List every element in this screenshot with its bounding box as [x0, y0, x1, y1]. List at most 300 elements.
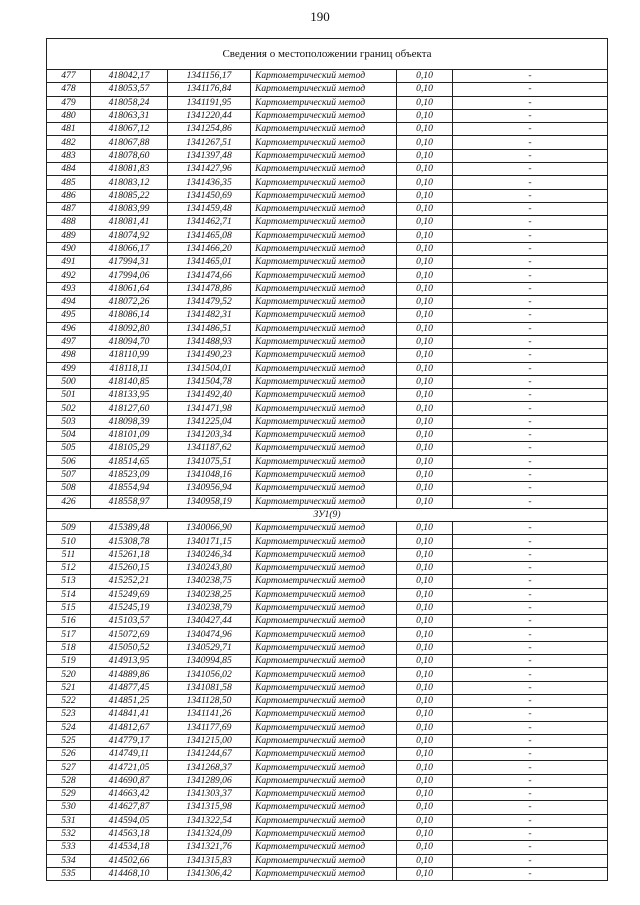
description-cell: -: [453, 149, 608, 162]
method-cell: Картометрический метод: [251, 269, 397, 282]
y-coordinate-cell: 1341436,35: [168, 176, 251, 189]
x-coordinate-cell: 414841,41: [91, 708, 168, 721]
method-cell: Картометрический метод: [251, 522, 397, 535]
table-row: [47, 202, 608, 215]
section-row: [47, 508, 608, 521]
description-cell: -: [453, 429, 608, 442]
description-cell: -: [453, 854, 608, 867]
table-row: [47, 721, 608, 734]
x-coordinate-cell: 418081,83: [91, 163, 168, 176]
y-coordinate-cell: 1340066,90: [168, 522, 251, 535]
method-cell: Картометрический метод: [251, 708, 397, 721]
point-number-cell: 488: [47, 216, 91, 229]
accuracy-cell: 0,10: [397, 322, 453, 335]
y-coordinate-cell: 1341471,98: [168, 402, 251, 415]
accuracy-cell: 0,10: [397, 761, 453, 774]
description-cell: -: [453, 322, 608, 335]
accuracy-cell: 0,10: [397, 96, 453, 109]
x-coordinate-cell: 418074,92: [91, 229, 168, 242]
y-coordinate-cell: 1341225,04: [168, 415, 251, 428]
description-cell: -: [453, 189, 608, 202]
method-cell: Картометрический метод: [251, 668, 397, 681]
table-row: [47, 522, 608, 535]
table-row: [47, 163, 608, 176]
method-cell: Картометрический метод: [251, 309, 397, 322]
point-number-cell: 527: [47, 761, 91, 774]
accuracy-cell: 0,10: [397, 655, 453, 668]
table-row: [47, 296, 608, 309]
accuracy-cell: 0,10: [397, 641, 453, 654]
accuracy-cell: 0,10: [397, 561, 453, 574]
x-coordinate-cell: 417994,06: [91, 269, 168, 282]
x-coordinate-cell: 414812,67: [91, 721, 168, 734]
method-cell: Картометрический метод: [251, 854, 397, 867]
description-cell: -: [453, 415, 608, 428]
description-cell: -: [453, 216, 608, 229]
description-cell: -: [453, 601, 608, 614]
description-cell: -: [453, 468, 608, 481]
method-cell: Картометрический метод: [251, 429, 397, 442]
x-coordinate-cell: 414749,11: [91, 748, 168, 761]
table-title-row: [47, 39, 608, 70]
table-row: [47, 429, 608, 442]
y-coordinate-cell: 1341156,17: [168, 70, 251, 83]
point-number-cell: 533: [47, 841, 91, 854]
table-row: [47, 83, 608, 96]
table-row: [47, 814, 608, 827]
method-cell: Картометрический метод: [251, 335, 397, 348]
x-coordinate-cell: 418523,09: [91, 468, 168, 481]
y-coordinate-cell: 1341490,23: [168, 349, 251, 362]
y-coordinate-cell: 1341466,20: [168, 242, 251, 255]
y-coordinate-cell: 1341306,42: [168, 867, 251, 880]
method-cell: Картометрический метод: [251, 375, 397, 388]
x-coordinate-cell: 418094,70: [91, 335, 168, 348]
accuracy-cell: 0,10: [397, 149, 453, 162]
accuracy-cell: 0,10: [397, 841, 453, 854]
table-row: [47, 442, 608, 455]
y-coordinate-cell: 1341482,31: [168, 309, 251, 322]
y-coordinate-cell: 1341465,08: [168, 229, 251, 242]
y-coordinate-cell: 1341187,62: [168, 442, 251, 455]
accuracy-cell: 0,10: [397, 774, 453, 787]
method-cell: Картометрический метод: [251, 761, 397, 774]
method-cell: Картометрический метод: [251, 681, 397, 694]
point-number-cell: 491: [47, 256, 91, 269]
accuracy-cell: 0,10: [397, 734, 453, 747]
y-coordinate-cell: 1341474,66: [168, 269, 251, 282]
y-coordinate-cell: 1341056,02: [168, 668, 251, 681]
x-coordinate-cell: 414877,45: [91, 681, 168, 694]
description-cell: -: [453, 269, 608, 282]
table-row: [47, 734, 608, 747]
x-coordinate-cell: 418066,17: [91, 242, 168, 255]
description-cell: -: [453, 694, 608, 707]
y-coordinate-cell: 1341303,37: [168, 788, 251, 801]
description-cell: -: [453, 655, 608, 668]
method-cell: Картометрический метод: [251, 123, 397, 136]
table-row: [47, 827, 608, 840]
table-row: [47, 801, 608, 814]
point-number-cell: 513: [47, 575, 91, 588]
accuracy-cell: 0,10: [397, 109, 453, 122]
description-cell: -: [453, 814, 608, 827]
description-cell: -: [453, 841, 608, 854]
x-coordinate-cell: 414663,42: [91, 788, 168, 801]
point-number-cell: 517: [47, 628, 91, 641]
y-coordinate-cell: 1340238,79: [168, 601, 251, 614]
method-cell: Картометрический метод: [251, 841, 397, 854]
description-cell: -: [453, 362, 608, 375]
x-coordinate-cell: 418042,17: [91, 70, 168, 83]
x-coordinate-cell: 418092,80: [91, 322, 168, 335]
method-cell: Картометрический метод: [251, 362, 397, 375]
x-coordinate-cell: 414690,87: [91, 774, 168, 787]
point-number-cell: 484: [47, 163, 91, 176]
y-coordinate-cell: 1341141,26: [168, 708, 251, 721]
x-coordinate-cell: 418140,85: [91, 375, 168, 388]
table-row: [47, 109, 608, 122]
table-row: [47, 575, 608, 588]
table-row: [47, 176, 608, 189]
table-row: [47, 668, 608, 681]
y-coordinate-cell: 1341289,06: [168, 774, 251, 787]
y-coordinate-cell: 1341220,44: [168, 109, 251, 122]
table-row: [47, 655, 608, 668]
y-coordinate-cell: 1341321,76: [168, 841, 251, 854]
description-cell: -: [453, 721, 608, 734]
point-number-cell: 515: [47, 601, 91, 614]
table-row: [47, 788, 608, 801]
point-number-cell: 477: [47, 70, 91, 83]
point-number-cell: 426: [47, 495, 91, 508]
description-cell: -: [453, 628, 608, 641]
accuracy-cell: 0,10: [397, 335, 453, 348]
description-cell: -: [453, 109, 608, 122]
accuracy-cell: 0,10: [397, 216, 453, 229]
accuracy-cell: 0,10: [397, 482, 453, 495]
x-coordinate-cell: 418085,22: [91, 189, 168, 202]
y-coordinate-cell: 1340238,25: [168, 588, 251, 601]
table-row: [47, 495, 608, 508]
table-row: [47, 708, 608, 721]
method-cell: Картометрический метод: [251, 641, 397, 654]
y-coordinate-cell: 1340474,96: [168, 628, 251, 641]
x-coordinate-cell: 415261,18: [91, 548, 168, 561]
y-coordinate-cell: 1341465,01: [168, 256, 251, 269]
point-number-cell: 524: [47, 721, 91, 734]
method-cell: Картометрический метод: [251, 229, 397, 242]
y-coordinate-cell: 1341254,86: [168, 123, 251, 136]
y-coordinate-cell: 1340956,94: [168, 482, 251, 495]
table-title: Сведения о местоположении границ объекта: [47, 39, 608, 70]
accuracy-cell: 0,10: [397, 389, 453, 402]
method-cell: Картометрический метод: [251, 814, 397, 827]
method-cell: Картометрический метод: [251, 827, 397, 840]
y-coordinate-cell: 1340427,44: [168, 615, 251, 628]
point-number-cell: 503: [47, 415, 91, 428]
x-coordinate-cell: 418514,65: [91, 455, 168, 468]
x-coordinate-cell: 417994,31: [91, 256, 168, 269]
point-number-cell: 499: [47, 362, 91, 375]
point-number-cell: 505: [47, 442, 91, 455]
table-row: [47, 216, 608, 229]
table-row: [47, 149, 608, 162]
accuracy-cell: 0,10: [397, 668, 453, 681]
description-cell: -: [453, 123, 608, 136]
method-cell: Картометрический метод: [251, 455, 397, 468]
y-coordinate-cell: 1341244,67: [168, 748, 251, 761]
point-number-cell: 531: [47, 814, 91, 827]
method-cell: Картометрический метод: [251, 495, 397, 508]
description-cell: -: [453, 535, 608, 548]
x-coordinate-cell: 415050,52: [91, 641, 168, 654]
x-coordinate-cell: 418083,12: [91, 176, 168, 189]
accuracy-cell: 0,10: [397, 748, 453, 761]
x-coordinate-cell: 414851,25: [91, 694, 168, 707]
table-row: [47, 561, 608, 574]
table-row: [47, 748, 608, 761]
x-coordinate-cell: 418133,95: [91, 389, 168, 402]
description-cell: -: [453, 482, 608, 495]
point-number-cell: 485: [47, 176, 91, 189]
accuracy-cell: 0,10: [397, 601, 453, 614]
point-number-cell: 495: [47, 309, 91, 322]
description-cell: -: [453, 788, 608, 801]
table-row: [47, 389, 608, 402]
accuracy-cell: 0,10: [397, 362, 453, 375]
x-coordinate-cell: 418086,14: [91, 309, 168, 322]
description-cell: -: [453, 495, 608, 508]
method-cell: Картометрический метод: [251, 748, 397, 761]
description-cell: -: [453, 389, 608, 402]
point-number-cell: 523: [47, 708, 91, 721]
y-coordinate-cell: 1341081,58: [168, 681, 251, 694]
accuracy-cell: 0,10: [397, 495, 453, 508]
method-cell: Картометрический метод: [251, 442, 397, 455]
point-number-cell: 512: [47, 561, 91, 574]
table-row: [47, 468, 608, 481]
method-cell: Картометрический метод: [251, 535, 397, 548]
x-coordinate-cell: 414779,17: [91, 734, 168, 747]
table-row: [47, 309, 608, 322]
description-cell: -: [453, 681, 608, 694]
x-coordinate-cell: 414627,87: [91, 801, 168, 814]
accuracy-cell: 0,10: [397, 588, 453, 601]
x-coordinate-cell: 415249,69: [91, 588, 168, 601]
method-cell: Картометрический метод: [251, 867, 397, 880]
x-coordinate-cell: 418058,24: [91, 96, 168, 109]
method-cell: Картометрический метод: [251, 189, 397, 202]
y-coordinate-cell: 1341322,54: [168, 814, 251, 827]
method-cell: Картометрический метод: [251, 282, 397, 295]
y-coordinate-cell: 1341128,50: [168, 694, 251, 707]
description-cell: -: [453, 176, 608, 189]
point-number-cell: 489: [47, 229, 91, 242]
point-number-cell: 511: [47, 548, 91, 561]
accuracy-cell: 0,10: [397, 189, 453, 202]
point-number-cell: 481: [47, 123, 91, 136]
method-cell: Картометрический метод: [251, 349, 397, 362]
description-cell: -: [453, 202, 608, 215]
table-row: [47, 455, 608, 468]
y-coordinate-cell: 1341315,98: [168, 801, 251, 814]
y-coordinate-cell: 1341478,86: [168, 282, 251, 295]
method-cell: Картометрический метод: [251, 242, 397, 255]
table-row: [47, 189, 608, 202]
description-cell: -: [453, 575, 608, 588]
point-number-cell: 496: [47, 322, 91, 335]
method-cell: Картометрический метод: [251, 216, 397, 229]
point-number-cell: 534: [47, 854, 91, 867]
method-cell: Картометрический метод: [251, 721, 397, 734]
y-coordinate-cell: 1341459,48: [168, 202, 251, 215]
description-cell: -: [453, 335, 608, 348]
table-row: [47, 349, 608, 362]
description-cell: -: [453, 774, 608, 787]
table-row: [47, 415, 608, 428]
accuracy-cell: 0,10: [397, 256, 453, 269]
y-coordinate-cell: 1341450,69: [168, 189, 251, 202]
accuracy-cell: 0,10: [397, 628, 453, 641]
accuracy-cell: 0,10: [397, 136, 453, 149]
y-coordinate-cell: 1341324,09: [168, 827, 251, 840]
point-number-cell: 498: [47, 349, 91, 362]
x-coordinate-cell: 418072,26: [91, 296, 168, 309]
y-coordinate-cell: 1340994,85: [168, 655, 251, 668]
table-row: [47, 229, 608, 242]
y-coordinate-cell: 1340529,71: [168, 641, 251, 654]
x-coordinate-cell: 418554,94: [91, 482, 168, 495]
x-coordinate-cell: 418053,57: [91, 83, 168, 96]
point-number-cell: 522: [47, 694, 91, 707]
x-coordinate-cell: 418118,11: [91, 362, 168, 375]
table-row: [47, 548, 608, 561]
accuracy-cell: 0,10: [397, 349, 453, 362]
table-row: [47, 694, 608, 707]
description-cell: -: [453, 402, 608, 415]
method-cell: Картометрический метод: [251, 655, 397, 668]
point-number-cell: 483: [47, 149, 91, 162]
x-coordinate-cell: 418101,09: [91, 429, 168, 442]
method-cell: Картометрический метод: [251, 109, 397, 122]
method-cell: Картометрический метод: [251, 615, 397, 628]
point-number-cell: 487: [47, 202, 91, 215]
page-number: 190: [310, 9, 330, 24]
accuracy-cell: 0,10: [397, 548, 453, 561]
table-row: [47, 535, 608, 548]
point-number-cell: 530: [47, 801, 91, 814]
accuracy-cell: 0,10: [397, 415, 453, 428]
description-cell: -: [453, 136, 608, 149]
method-cell: Картометрический метод: [251, 256, 397, 269]
table-row: [47, 761, 608, 774]
y-coordinate-cell: 1340171,15: [168, 535, 251, 548]
point-number-cell: 519: [47, 655, 91, 668]
point-number-cell: 504: [47, 429, 91, 442]
accuracy-cell: 0,10: [397, 309, 453, 322]
method-cell: Картометрический метод: [251, 83, 397, 96]
table-row: [47, 628, 608, 641]
description-cell: -: [453, 522, 608, 535]
point-number-cell: 478: [47, 83, 91, 96]
description-cell: -: [453, 734, 608, 747]
description-cell: -: [453, 256, 608, 269]
accuracy-cell: 0,10: [397, 615, 453, 628]
description-cell: -: [453, 801, 608, 814]
x-coordinate-cell: 415072,69: [91, 628, 168, 641]
table-row: [47, 282, 608, 295]
accuracy-cell: 0,10: [397, 202, 453, 215]
point-number-cell: 493: [47, 282, 91, 295]
accuracy-cell: 0,10: [397, 708, 453, 721]
description-cell: -: [453, 442, 608, 455]
description-cell: -: [453, 229, 608, 242]
description-cell: -: [453, 309, 608, 322]
method-cell: Картометрический метод: [251, 402, 397, 415]
accuracy-cell: 0,10: [397, 269, 453, 282]
description-cell: -: [453, 282, 608, 295]
accuracy-cell: 0,10: [397, 721, 453, 734]
accuracy-cell: 0,10: [397, 535, 453, 548]
table-row: [47, 123, 608, 136]
point-number-cell: 507: [47, 468, 91, 481]
accuracy-cell: 0,10: [397, 429, 453, 442]
y-coordinate-cell: 1341267,51: [168, 136, 251, 149]
description-cell: -: [453, 375, 608, 388]
accuracy-cell: 0,10: [397, 176, 453, 189]
y-coordinate-cell: 1341315,83: [168, 854, 251, 867]
description-cell: -: [453, 548, 608, 561]
x-coordinate-cell: 414534,18: [91, 841, 168, 854]
boundary-table-body: [47, 39, 608, 881]
method-cell: Картометрический метод: [251, 389, 397, 402]
y-coordinate-cell: 1341492,40: [168, 389, 251, 402]
boundary-table: [46, 38, 608, 881]
point-number-cell: 486: [47, 189, 91, 202]
x-coordinate-cell: 414502,66: [91, 854, 168, 867]
x-coordinate-cell: 414721,05: [91, 761, 168, 774]
method-cell: Картометрический метод: [251, 96, 397, 109]
table-row: [47, 601, 608, 614]
accuracy-cell: 0,10: [397, 83, 453, 96]
accuracy-cell: 0,10: [397, 455, 453, 468]
table-row: [47, 854, 608, 867]
point-number-cell: 525: [47, 734, 91, 747]
accuracy-cell: 0,10: [397, 442, 453, 455]
method-cell: Картометрический метод: [251, 136, 397, 149]
x-coordinate-cell: 418098,39: [91, 415, 168, 428]
table-row: [47, 615, 608, 628]
table-row: [47, 867, 608, 880]
accuracy-cell: 0,10: [397, 229, 453, 242]
table-row: [47, 322, 608, 335]
point-number-cell: 480: [47, 109, 91, 122]
accuracy-cell: 0,10: [397, 468, 453, 481]
point-number-cell: 518: [47, 641, 91, 654]
method-cell: Картометрический метод: [251, 202, 397, 215]
section-label: ЗУ1(9): [47, 508, 608, 521]
method-cell: Картометрический метод: [251, 468, 397, 481]
y-coordinate-cell: 1341075,51: [168, 455, 251, 468]
accuracy-cell: 0,10: [397, 694, 453, 707]
y-coordinate-cell: 1341479,52: [168, 296, 251, 309]
point-number-cell: 506: [47, 455, 91, 468]
table-row: [47, 402, 608, 415]
accuracy-cell: 0,10: [397, 854, 453, 867]
accuracy-cell: 0,10: [397, 788, 453, 801]
table-row: [47, 482, 608, 495]
